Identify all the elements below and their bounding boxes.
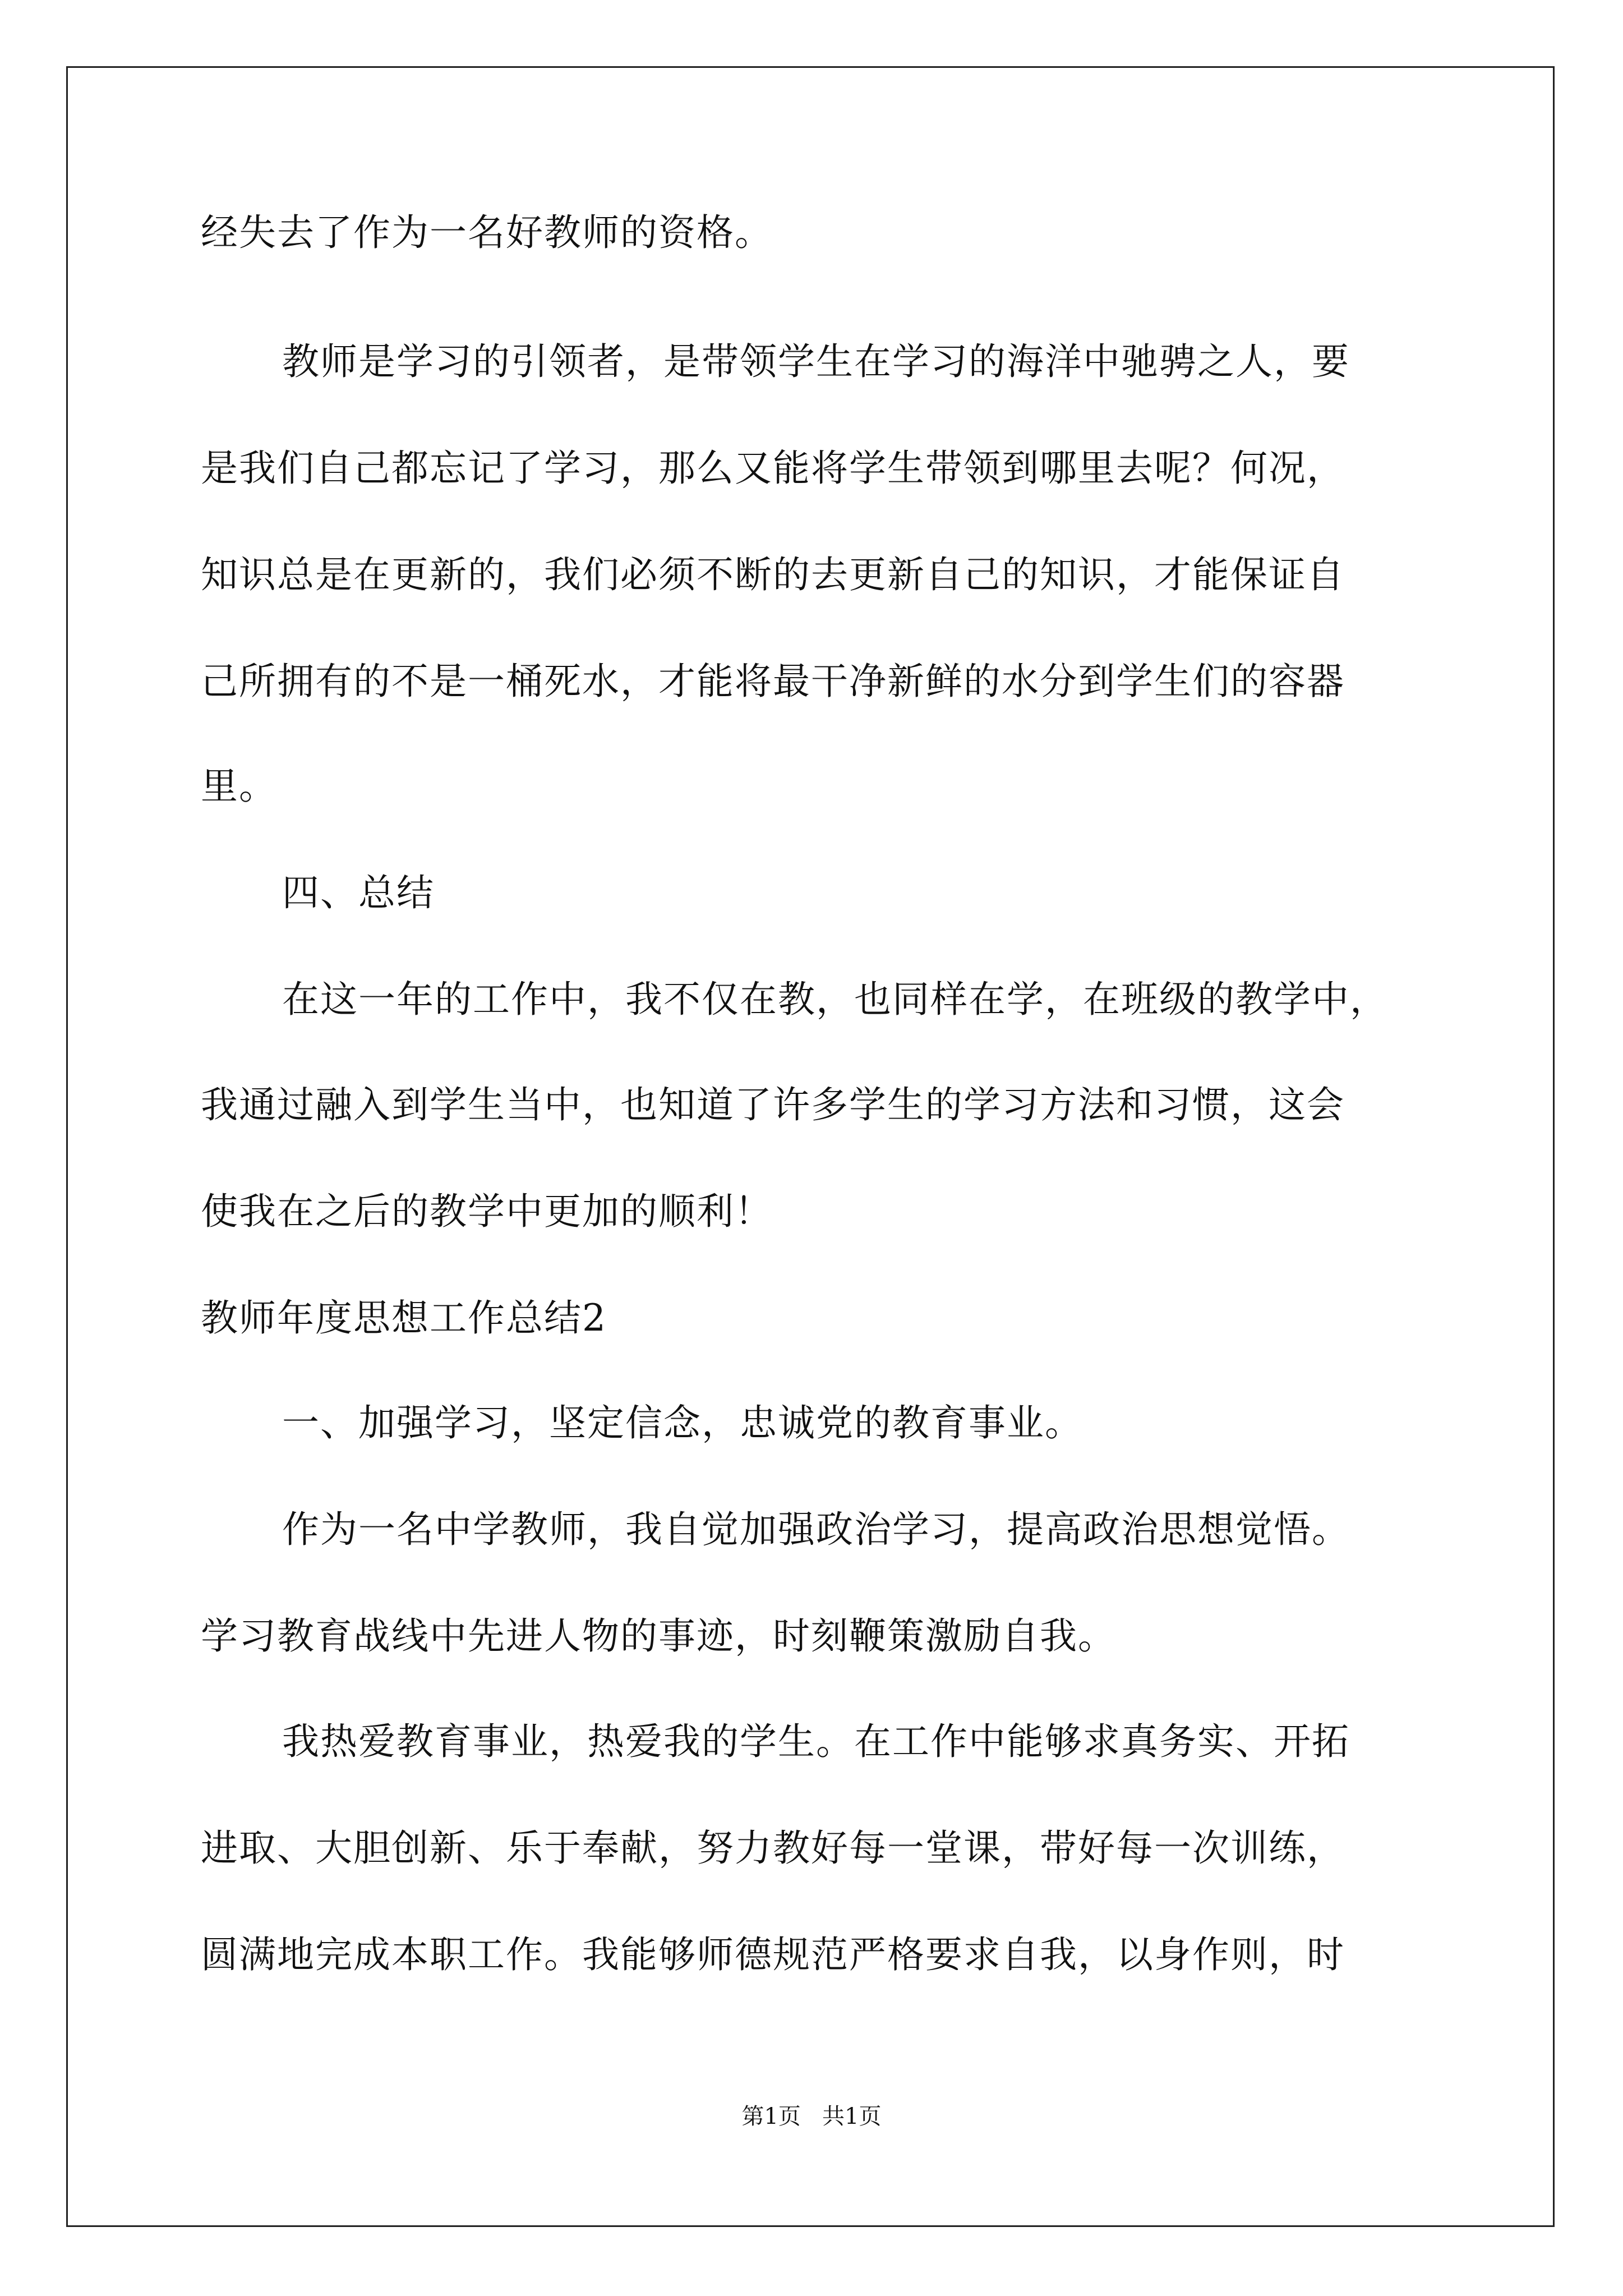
text-line: 知识总是在更新的，我们必须不断的去更新自己的知识，才能保证自 [201, 553, 1345, 596]
text-line: 学习教育战线中先进人物的事迹，时刻鞭策激励自我。 [201, 1614, 1116, 1658]
section-heading: 一、加强学习，坚定信念，忠诚党的教育事业。 [282, 1401, 1083, 1444]
text-line: 里。 [201, 765, 277, 808]
text-line: 使我在之后的教学中更加的顺利！ [201, 1190, 773, 1233]
text-line: 进取、大胆创新、乐于奉献，努力教好每一堂课，带好每一次训练， [201, 1826, 1345, 1870]
text-line: 我通过融入到学生当中，也知道了许多学生的学习方法和习惯，这会 [201, 1083, 1345, 1126]
text-line: 经失去了作为一名好教师的资格。 [201, 211, 773, 254]
paragraph-line: 作为一名中学教师，我自觉加强政治学习，提高政治思想觉悟。 [282, 1508, 1350, 1551]
page-border [66, 66, 1555, 2227]
text-line: 是我们自己都忘记了学习，那么又能将学生带领到哪里去呢？何况， [201, 447, 1345, 490]
text-line: 己所拥有的不是一桶死水，才能将最干净新鲜的水分到学生们的容器 [201, 660, 1345, 703]
page-number: 第1页 共1页 [741, 2104, 882, 2129]
paragraph-line: 在这一年的工作中，我不仅在教，也同样在学，在班级的教学中， [282, 978, 1388, 1021]
paragraph-line: 教师是学习的引领者，是带领学生在学习的海洋中驰骋之人，要 [282, 340, 1350, 383]
document-title: 教师年度思想工作总结2 [201, 1296, 607, 1340]
paragraph-line: 我热爱教育事业，热爱我的学生。在工作中能够求真务实、开拓 [282, 1720, 1350, 1763]
section-heading: 四、总结 [282, 871, 435, 914]
text-line: 圆满地完成本职工作。我能够师德规范严格要求自我，以身作则，时 [201, 1933, 1345, 1976]
